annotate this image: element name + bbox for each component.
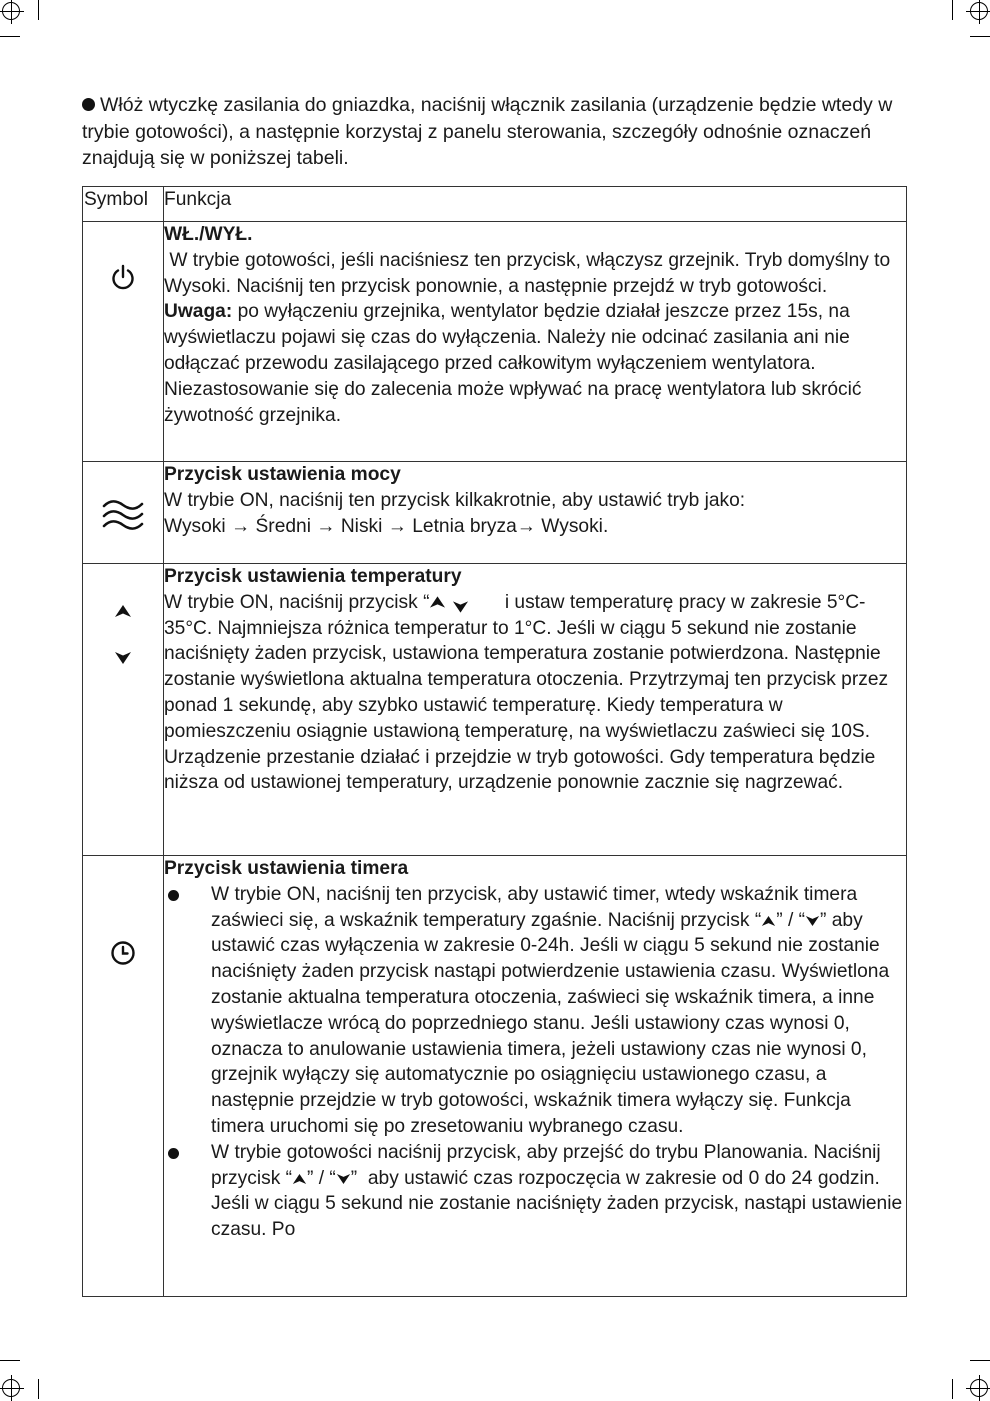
arrow-down-icon [336,1173,351,1185]
function-cell [164,564,907,856]
header-symbol: Symbol [83,187,164,222]
arrow-down-icon [452,600,469,614]
crop-mark [38,0,39,20]
registration-mark-icon [970,2,988,20]
crop-mark [952,0,953,20]
intro-paragraph [82,92,912,172]
power-icon [110,264,136,292]
table-row-temperature [83,564,907,856]
text-part: i ustaw temperaturę pracy w zakresie 5°C-35°C. Najmniejsza różnica temperatur to 1°C. Jeśli w ciągu 5 sekund nie zostanie naciśnięty żaden przycisk, ustawiona temperatura zostanie potwierdzona. Następnie zostanie wyświetlona aktualna temperatura otoczenia. Przytrzymaj ten przycisk przez ponad 1 sekundę, aby szybko ustawić temperaturę. Kiedy temperatura w pomieszczeniu osiągnie ustawioną temperaturę, na wyświetlaczu zaświeci się 10S. Urządzenie przestanie działać i przejdzie w tryb gotowości. Gdy temperatura będzie niższa od ustawionej temperatury, urządzenie ponownie zacznie się nagrzewać. [164,591,889,794]
intro-text: Włóż wtyczkę zasilania do gniazdka, naciśnij włącznik zasilania (urządzenie będzie wtedy w trybie gotowości), a następnie korzystaj z panelu sterowania, szczegóły odnośnie oznaczeń znajdują się w poniższej tabeli. [82,94,893,169]
crop-mark [0,36,20,37]
arrow-up-icon [114,604,132,618]
crop-mark [38,1379,39,1399]
row-description: W trybie gotowości, jeśli naciśniesz ten przycisk, włączysz grzejnik. Tryb domyślny to Wysoki. Naciśnij ten przycisk ponownie, a następnie przejdź w tryb gotowości. [164,249,896,297]
text-part: W trybie ON, naciśnij przycisk “ [164,591,430,613]
table-row-power [83,222,907,462]
function-cell [164,462,907,564]
row-line: W trybie ON, naciśnij ten przycisk kilkakrotnie, aby ustawić tryb jako: [164,489,746,511]
heat-waves-icon [102,498,144,532]
crop-mark [952,1379,953,1399]
controls-table [82,186,907,1297]
arrow-down-icon [114,651,132,665]
crop-mark [970,36,990,37]
crop-mark [0,1360,20,1361]
registration-mark-icon [2,2,20,20]
table-row-timer [83,856,907,1297]
row-title: Przycisk ustawienia temperatury [164,566,462,587]
text-part: ” aby ustawić czas wyłączenia w zakresie 0-24h. Jeśli w ciągu 5 sekund nie zostanie naciśnięty żaden przycisk nastąpi potwierdzenie ustawienia czasu. Wyświetlona zostanie aktualna temperatura otoczenia, zaświeci się wskaźnik timera, a inne wyświetlacze wrócą do poprzedniego stanu. Jeśli ustawiony czas wynosi 0, oznacza to anulowanie ustawienia timera, jeżeli ustawiony czas nie wynosi 0, grzejnik wyłączy się automatycznie po osiągnięciu ustawionego czasu, a następnie przejdzie w tryb gotowości, wskaźnik timera wyłączy się. Funkcja timera uruchomi się po zresetowaniu wybranego czasu. [211,909,890,1137]
function-cell [164,856,907,1297]
text-part: ” aby ustawić czas rozpoczęcia w zakresie od 0 do 24 godzin. Jeśli w ciągu 5 sekund nie zostanie naciśnięty żaden przycisk, nastąpi ustawienie czasu. Po [211,1167,908,1241]
symbol-cell [83,856,164,1297]
arrow-up-icon [292,1173,307,1185]
table-header-row [83,187,907,222]
function-cell [164,222,907,462]
text-part: ” / “ [307,1167,336,1189]
arrow-up-icon [761,915,776,927]
row-title: Przycisk ustawienia mocy [164,464,401,485]
table-row-power-setting [83,462,907,564]
bullet-icon [164,882,211,1140]
clock-icon [110,940,136,966]
note-label: Uwaga: [164,301,233,323]
arrow-up-icon [429,595,446,609]
symbol-cell [83,462,164,564]
symbol-cell [83,564,164,856]
registration-mark-icon [2,1379,20,1397]
list-item [164,1140,906,1243]
row-title: Przycisk ustawienia timera [164,858,409,879]
text-part: ” / “ [776,909,805,931]
row-line: Wysoki → Średni → Niski → Letnia bryza→ Wysoki. [164,515,609,537]
arrow-down-icon [805,915,820,927]
row-title: WŁ./WYŁ. [164,224,253,245]
text-part: W trybie ON, naciśnij ten przycisk, aby ustawić timer, wtedy wskaźnik timera zaświeci się, a wskaźnik temperatury zgaśnie. Naciśnij przycisk “ [211,883,858,931]
note-text: po wyłączeniu grzejnika, wentylator będzie działał jeszcze przez 15s, na wyświetlaczu pojawi się czas do wyłączenia. Należy nie odcinać zasilania ani nie odłączać przewodu zasilającego przed całkowitym wyłączeniem wentylatora. Niezastosowanie się do zalecenia może wpływać na pracę wentylatora lub skrócić żywotność grzejnika. [164,301,862,426]
bullet-icon [82,98,95,111]
row-description [164,590,906,796]
header-function: Funkcja [164,187,907,222]
text-part: W trybie gotowości naciśnij przycisk, aby przejść do trybu Planowania. Naciśnij przycisk “ [211,1141,881,1189]
registration-mark-icon [970,1379,988,1397]
symbol-cell [83,222,164,462]
crop-mark [970,1360,990,1361]
bullet-icon [164,1140,211,1243]
row-note [164,299,906,428]
list-item [164,882,906,1140]
